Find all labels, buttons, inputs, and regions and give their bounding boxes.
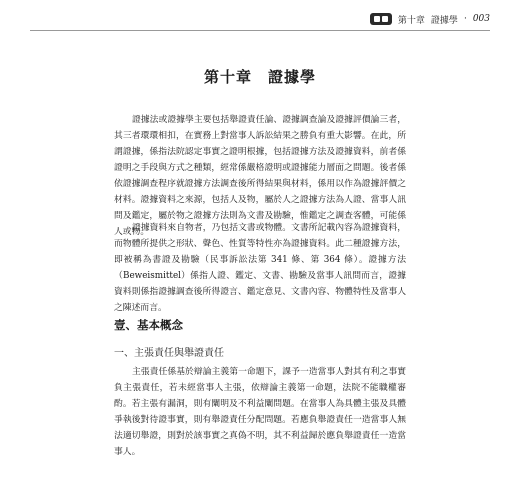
square-icon [374,16,380,22]
subsection-title: 一、主張責任與舉證責任 [114,348,224,359]
paragraph-2: 證據資料來自物者，乃包括文書或物體。文書所記載內容為證據資料，而物體所提供之形狀、聲色、性質等特性亦為證據資料。此二種證據方法，即被稱為書證及勘驗（民事訴訟法第 341 條、第 364 條）。證據方法（Beweismittel）係指人證、鑑定、文書、勘驗及當事人訊問而言，證據資料則係指證據調查後所得證言、鑑定意見、文書內容、物體特性及當事人之陳述而言。 [114,223,406,313]
page-number: 003 [472,14,490,24]
header-rule [30,30,490,31]
square-icon [382,16,388,22]
paragraph-1: 證據法或證據學主要包括舉證責任論、證據調查論及證據評價論三者，其三者環環相扣，在實務上對當事人訴訟結果之勝負有重大影響。在此，所謂證據，係指法院認定事實之證明根據，包括證據方法及證據資料，前者係證明之手段與方式之種類，經常係嚴格證明或證據能力層面之問題。後者係依證據調查程序就證據方法調查後所得結果與材料，係用以作為證據評價之材料。證據資料之來源，包括人及物，屬於人之證據方法為人證、當事人訊問及鑑定，屬於物之證據方法則為文書及勘驗，惟鑑定之調查客體，可能係人或物。 [114,115,406,237]
running-header [370,8,490,30]
section-title: 壹、基本概念 [114,318,183,332]
header-title: 證據學 [430,15,458,26]
paragraph-3: 主張責任係基於辯論主義第一命題下，課予一造當事人對其有利之事實負主張責任，若未經當事人主張，依辯論主義第一命題，法院不能職權審酌。若主張有漏洞，則有闡明及不利益闡問題。在當事人為具體主張及具體爭執後對待證事實，則有舉證責任分配問題。若應負舉證責任一造當事人無法適切舉證，則對於該事實之真偽不明，其不利益歸於應負舉證責任一造當事人。 [114,367,406,457]
header-separator: · [463,14,467,24]
book-badge-icon [370,13,392,25]
chapter-title: 第十章 證據學 [203,68,316,86]
header-chapter: 第十章 [397,15,425,26]
